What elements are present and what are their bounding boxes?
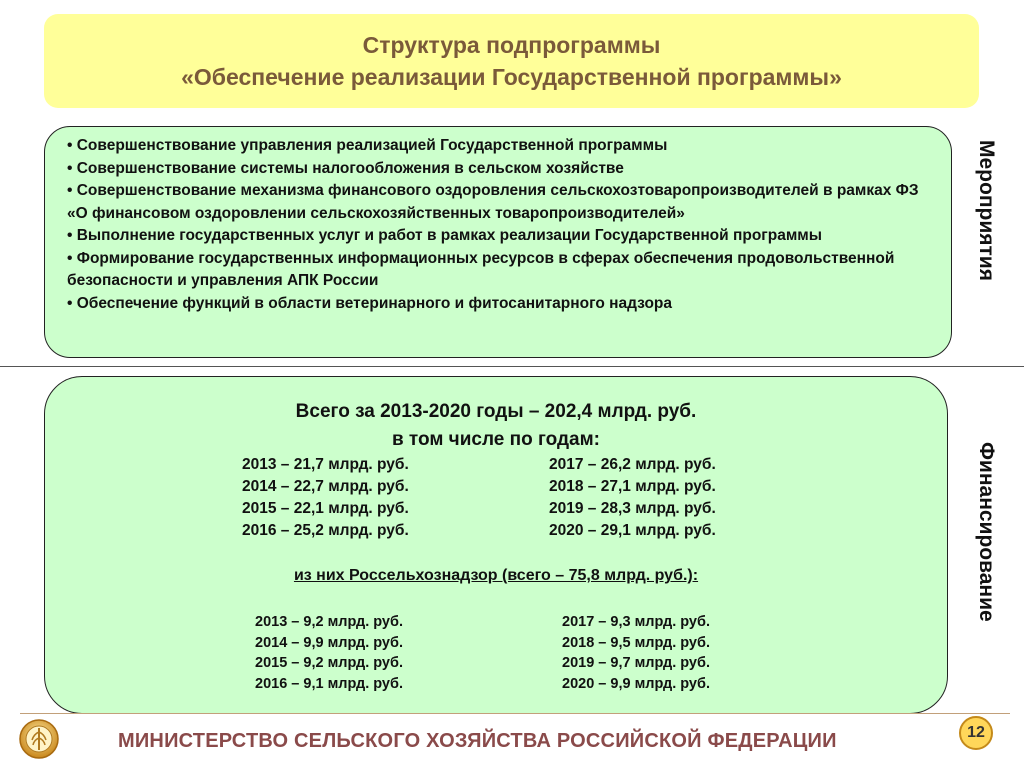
event-item: • Формирование государственных информационных ресурсов в сферах обеспечения продовольственной безопасности и управления АПК России <box>67 249 895 289</box>
ministry-emblem-icon <box>18 718 60 760</box>
event-item: • Выполнение государственных услуг и работ в рамках реализации Государственной программы <box>67 227 822 244</box>
page-title-line-2: «Обеспечение реализации Государственной программы» <box>181 64 842 90</box>
rsn-year-row: 2016 – 9,1 млрд. руб. <box>255 675 403 692</box>
rsn-year-row: 2015 – 9,2 млрд. руб. <box>255 655 403 671</box>
finance-year-row: 2014 – 22,7 млрд. руб. <box>242 478 409 495</box>
events-side-label: Мероприятия <box>975 140 998 281</box>
rsn-year-row: 2019 – 9,7 млрд. руб. <box>562 655 710 671</box>
finance-year-row: 2015 – 22,1 млрд. руб. <box>242 500 409 517</box>
finance-year-row: 2018 – 27,1 млрд. руб. <box>549 478 716 495</box>
event-item: • Обеспечение функций в области ветеринарного и фитосанитарного надзора <box>67 294 672 312</box>
rsn-year-row: 2020 – 9,9 млрд. руб. <box>562 675 710 692</box>
finance-year-row: 2016 – 25,2 млрд. руб. <box>242 522 409 539</box>
finance-year-row: 2019 – 28,3 млрд. руб. <box>549 500 716 517</box>
rsn-years-right <box>562 612 710 694</box>
finance-side-label: Финансирование <box>975 442 998 622</box>
event-item: • Совершенствование управления реализацией Государственной программы <box>67 137 668 154</box>
rsn-year-row: 2018 – 9,5 млрд. руб. <box>562 634 710 651</box>
section-divider <box>0 366 1024 367</box>
ministry-name: МИНИСТЕРСТВО СЕЛЬСКОГО ХОЗЯЙСТВА РОССИЙСКОЙ ФЕДЕРАЦИИ <box>118 730 837 752</box>
rsn-years-left <box>255 612 403 694</box>
rsn-year-row: 2013 – 9,2 млрд. руб. <box>255 614 403 630</box>
finance-year-row: 2020 – 29,1 млрд. руб. <box>549 522 716 539</box>
page-title-line-1: Структура подпрограммы <box>362 32 661 58</box>
rsn-caption <box>45 567 947 585</box>
title-banner <box>44 14 979 108</box>
finance-years-left <box>242 454 409 542</box>
event-item: • Совершенствование системы налогообложения в сельском хозяйстве <box>67 159 624 177</box>
finance-year-row: 2013 – 21,7 млрд. руб. <box>242 456 409 473</box>
finance-years-right <box>549 454 716 542</box>
finance-by-year-caption: в том числе по годам: <box>391 429 601 450</box>
event-item: • Совершенствование механизма финансового оздоровления сельскохозтоваропроизводителей в рамках ФЗ «О финансовом оздоровлении сельскохозяйственных товаропроизводителей» <box>67 182 919 222</box>
events-panel <box>44 126 952 358</box>
rsn-year-row: 2017 – 9,3 млрд. руб. <box>562 614 710 630</box>
rsn-year-row: 2014 – 9,9 млрд. руб. <box>255 634 403 651</box>
footer-divider <box>20 713 1010 714</box>
finance-year-row: 2017 – 26,2 млрд. руб. <box>549 456 716 473</box>
finance-panel <box>44 376 948 714</box>
finance-total: Всего за 2013-2020 годы – 202,4 млрд. руб. <box>295 401 697 422</box>
events-list <box>67 135 935 315</box>
rsn-caption-text: из них Россельхознадзор (всего – 75,8 млрд. руб.): <box>293 567 699 584</box>
page-number-badge: 12 <box>959 716 993 750</box>
